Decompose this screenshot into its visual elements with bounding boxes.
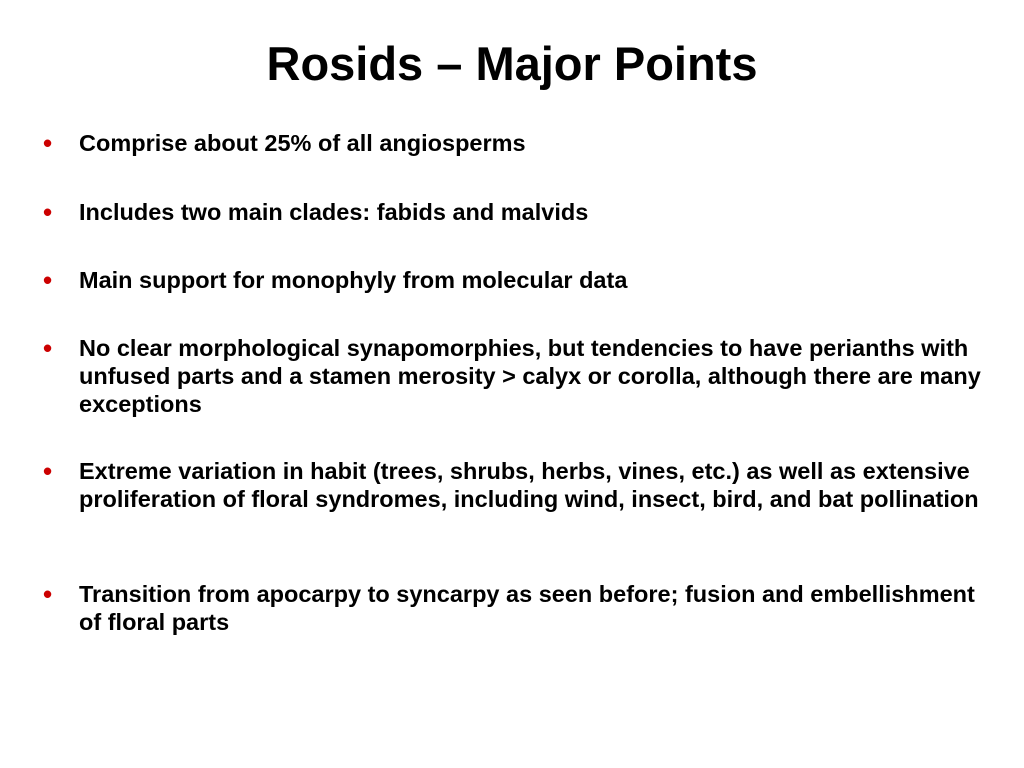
bullet-dot-icon: • — [43, 128, 53, 158]
bullet-dot-icon: • — [43, 265, 53, 295]
bullet-item — [43, 128, 989, 158]
bullet-text: Transition from apocarpy to syncarpy as seen before; fusion and embellishment of floral parts — [79, 581, 975, 635]
bullet-text: No clear morphological synapomorphies, but tendencies to have perianths with unfused parts and a stamen merosity > calyx or corolla, although there are many exceptions — [79, 335, 981, 417]
bullet-text: Main support for monophyly from molecular data — [79, 267, 628, 293]
bullet-text: Comprise about 25% of all angiosperms — [79, 130, 526, 156]
bullet-dot-icon: • — [43, 579, 53, 609]
bullet-item — [43, 456, 989, 513]
slide-title: Rosids – Major Points — [266, 37, 758, 90]
bullet-item — [43, 579, 989, 636]
bullet-text: Includes two main clades: fabids and malvids — [79, 199, 589, 225]
bullet-item — [43, 333, 989, 418]
bullet-text: Extreme variation in habit (trees, shrubs, herbs, vines, etc.) as well as extensive proliferation of floral syndromes, including wind, insect, bird, and bat pollination — [79, 458, 979, 512]
bullet-dot-icon: • — [43, 197, 53, 227]
bullet-dot-icon: • — [43, 456, 53, 486]
bullet-item — [43, 197, 989, 227]
bullet-item — [43, 265, 989, 295]
bullet-dot-icon: • — [43, 333, 53, 363]
